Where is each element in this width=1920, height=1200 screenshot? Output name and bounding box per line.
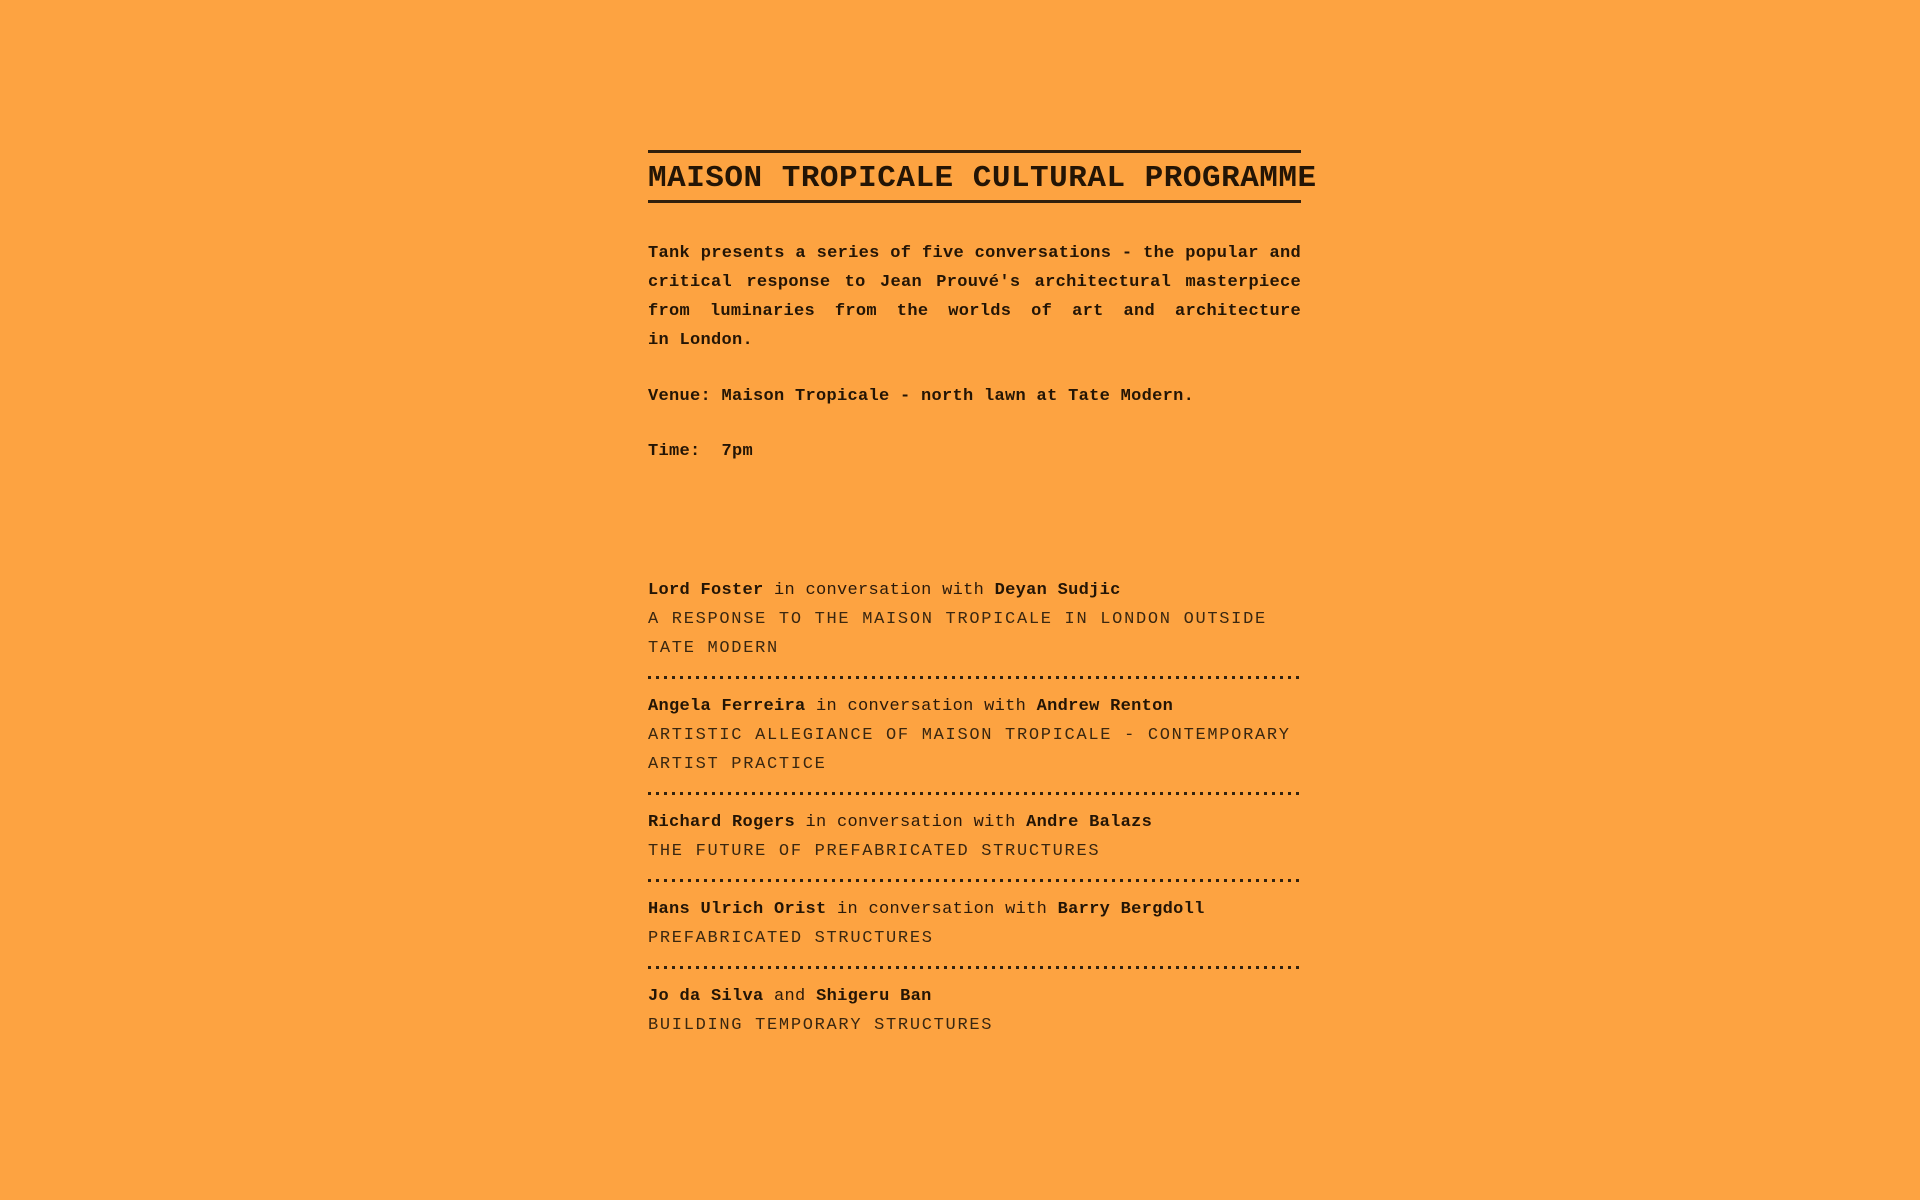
dotted-separator (648, 779, 1301, 808)
list-item (648, 576, 1301, 663)
speaker-name: Jo da Silva (648, 987, 764, 1006)
intro-line: Tank presents a series of five conversations - the popular and (648, 244, 1301, 263)
speaker-name: Angela Ferreira (648, 697, 806, 716)
venue-line: Venue: Maison Tropicale - north lawn at Tate Modern. (648, 387, 1195, 406)
speaker-name: Shigeru Ban (816, 987, 932, 1006)
talk-title-line: THE FUTURE OF PREFABRICATED STRUCTURES (648, 842, 1101, 861)
speakers-line (648, 692, 1301, 721)
talk-title-line: A RESPONSE TO THE MAISON TROPICALE IN LONDON OUTSIDE (648, 610, 1267, 629)
programme-list (648, 576, 1301, 1040)
speaker-name: Hans Ulrich Orist (648, 900, 827, 919)
talk-title-line: TATE MODERN (648, 639, 779, 658)
talk-title-line: PREFABRICATED STRUCTURES (648, 929, 934, 948)
dotted-separator (648, 663, 1301, 692)
intro-line: from luminaries from the worlds of art and architecture (648, 302, 1301, 321)
speakers-connector: in conversation with (816, 697, 1027, 716)
speaker-name: Andre Balazs (1026, 813, 1153, 832)
speakers-connector: in conversation with (837, 900, 1048, 919)
page-title: MAISON TROPICALE CULTURAL PROGRAMME (648, 161, 1317, 196)
dotted-separator (648, 953, 1301, 982)
talk-title-line: BUILDING TEMPORARY STRUCTURES (648, 1016, 994, 1035)
speakers-line (648, 576, 1301, 605)
speakers-connector: and (774, 987, 806, 1006)
speaker-name: Richard Rogers (648, 813, 796, 832)
speakers-line (648, 808, 1301, 837)
dotted-separator (648, 866, 1301, 895)
talk-title-line: ARTIST PRACTICE (648, 755, 827, 774)
speaker-name: Andrew Renton (1036, 697, 1174, 716)
speaker-name: Lord Foster (648, 581, 764, 600)
speakers-connector: in conversation with (805, 813, 1016, 832)
list-item (648, 895, 1301, 953)
speakers-connector: in conversation with (774, 581, 985, 600)
intro-line: critical response to Jean Prouvé's architectural masterpiece (648, 273, 1301, 292)
speakers-line (648, 982, 1301, 1011)
speaker-name: Barry Bergdoll (1057, 900, 1205, 919)
list-item (648, 808, 1301, 866)
time-line: Time: 7pm (648, 442, 754, 461)
list-item (648, 982, 1301, 1040)
talk-title-line: ARTISTIC ALLEGIANCE OF MAISON TROPICALE - CONTEMPORARY (648, 726, 1291, 745)
intro-line: in London. (648, 331, 754, 350)
title-block (648, 150, 1317, 203)
list-item (648, 692, 1301, 779)
speaker-name: Deyan Sudjic (994, 581, 1121, 600)
intro-paragraph (648, 239, 1301, 355)
programme-sheet (648, 150, 1317, 1040)
speakers-line (648, 895, 1301, 924)
